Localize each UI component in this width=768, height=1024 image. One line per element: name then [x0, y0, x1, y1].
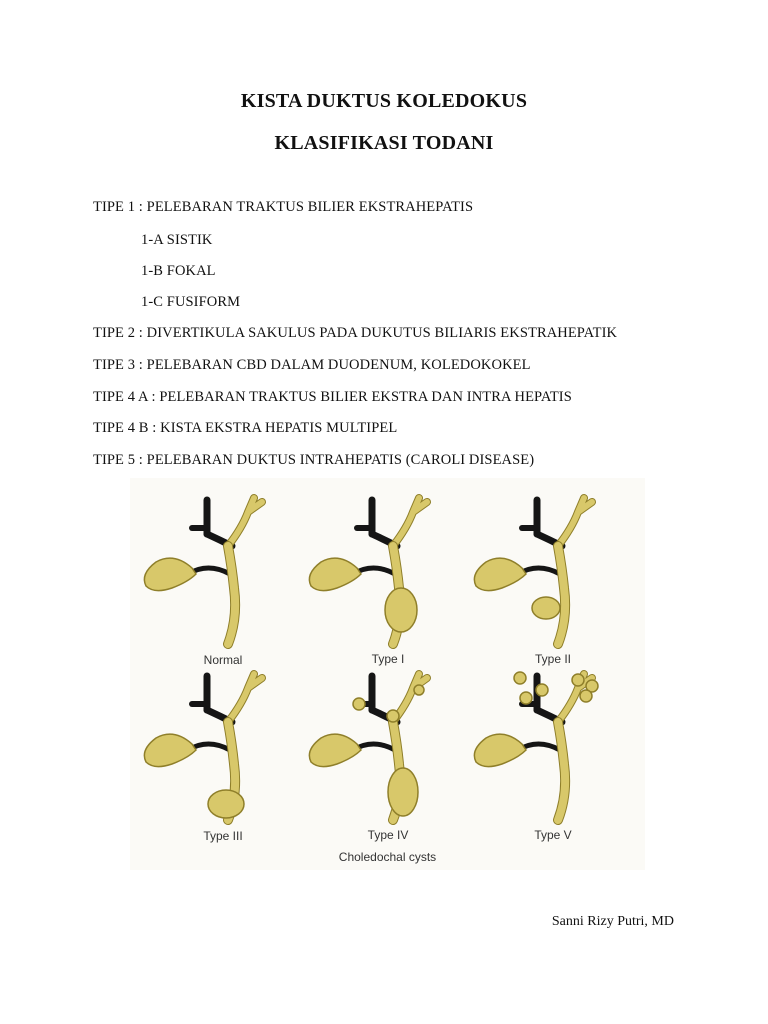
panel-normal — [144, 498, 262, 644]
list-item-tipe-4b: TIPE 4 B : KISTA EKSTRA HEPATIS MULTIPEL — [93, 420, 398, 436]
label-type-iii: Type III — [203, 829, 243, 843]
label-type-i: Type I — [371, 652, 405, 666]
label-normal: Normal — [203, 653, 243, 667]
duct-illustration — [130, 478, 645, 870]
list-item-tipe-1: TIPE 1 : PELEBARAN TRAKTUS BILIER EKSTRAHEPATIS — [93, 199, 474, 215]
choledochal-cyst-figure — [130, 478, 645, 870]
document-title: KISTA DUKTUS KOLEDOKUS — [240, 90, 528, 112]
panel-type-v — [474, 672, 598, 820]
list-item-1a: 1-A SISTIK — [141, 232, 213, 248]
label-type-ii: Type II — [534, 652, 572, 666]
label-type-iv: Type IV — [367, 828, 409, 842]
list-item-1c: 1-C FUSIFORM — [141, 294, 241, 310]
list-item-1b: 1-B FOKAL — [141, 263, 216, 279]
panel-type-ii — [474, 498, 592, 644]
author-signature: Sanni Rizy Putri, MD — [551, 914, 674, 929]
list-item-tipe-5: TIPE 5 : PELEBARAN DUKTUS INTRAHEPATIS (CAROLI DISEASE) — [93, 452, 535, 468]
figure-caption: Choledochal cysts — [338, 850, 437, 864]
panel-type-iii — [144, 674, 262, 820]
list-item-tipe-4a: TIPE 4 A : PELEBARAN TRAKTUS BILIER EKSTRA DAN INTRA HEPATIS — [93, 389, 572, 405]
list-item-tipe-2: TIPE 2 : DIVERTIKULA SAKULUS PADA DUKUTUS BILIARIS EKSTRAHEPATIK — [93, 325, 618, 341]
label-type-v: Type V — [534, 828, 572, 842]
panel-type-iv — [309, 674, 427, 820]
list-item-tipe-3: TIPE 3 : PELEBARAN CBD DALAM DUODENUM, KOLEDOKOKEL — [93, 357, 531, 373]
panel-type-i — [309, 498, 427, 644]
document-subtitle: KLASIFIKASI TODANI — [274, 132, 494, 154]
